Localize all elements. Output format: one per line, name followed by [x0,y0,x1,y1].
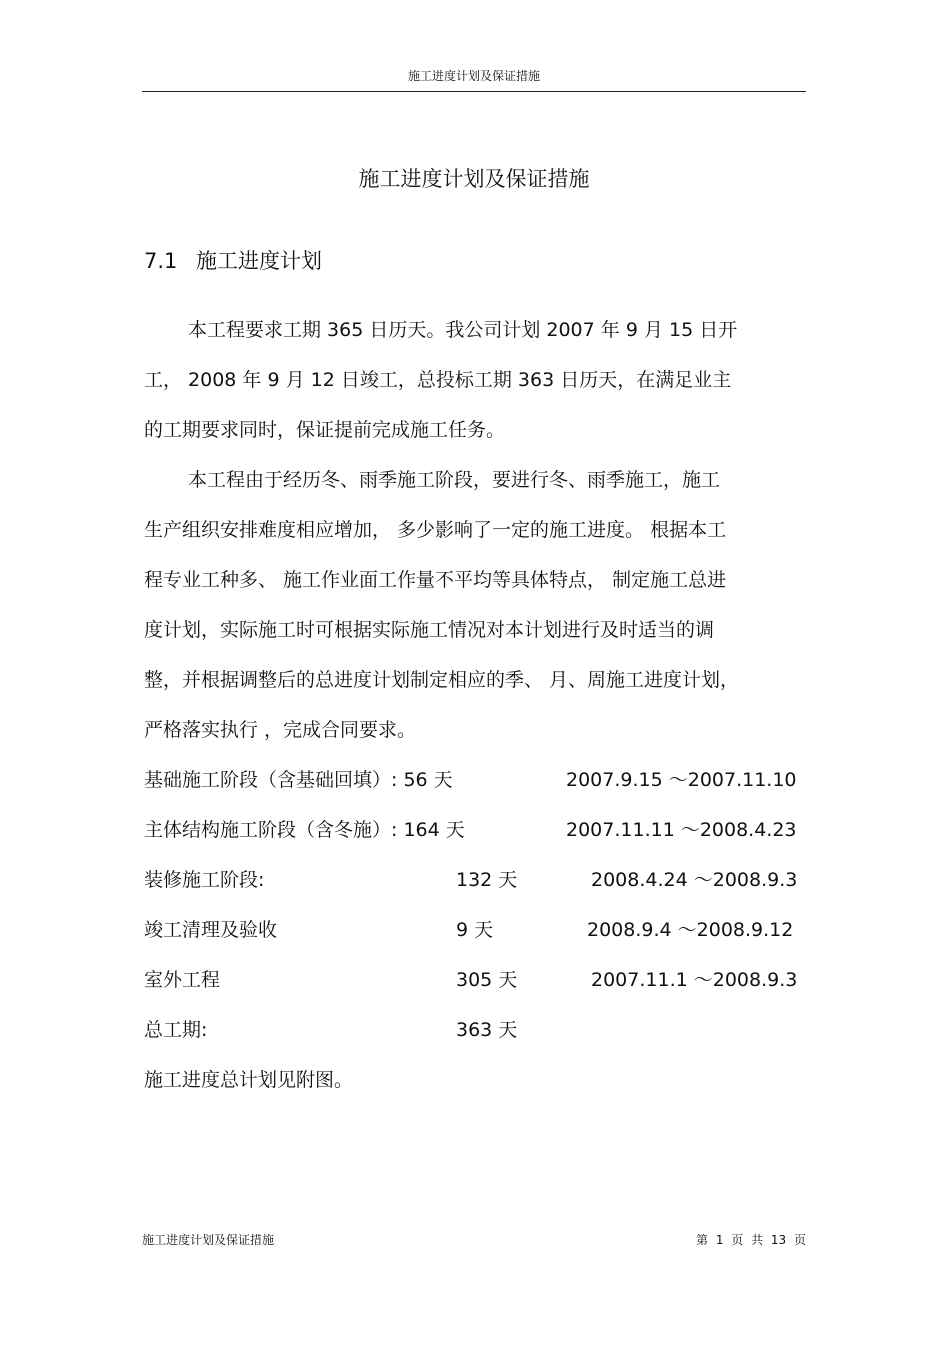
schedule-dates: 2007.11.11 ～2008.4.23 [566,819,797,841]
schedule-stage: 室外工程 [144,969,221,991]
paragraph-line: 生产组织安排难度相应增加， 多少影响了一定的施工进度。 根据本工 [144,519,727,541]
schedule-dates: 2008.4.24 ～2008.9.3 [591,869,798,891]
section-title: 施工进度计划 [196,249,322,273]
section-heading [144,246,322,276]
schedule-row [144,866,806,894]
schedule-days: 305 天 [456,969,518,991]
paragraph-line: 度计划，实际施工时可根据实际施工情况对本计划进行及时适当的调 [144,619,715,641]
schedule-row [144,916,806,944]
schedule-row [144,766,806,794]
paragraph-line: 整，并根据调整后的总进度计划制定相应的季、 月、周施工进度计划， [144,669,740,691]
schedule-days: 9 天 [456,919,494,941]
paragraph-line: 本工程要求工期 365 日历天。我公司计划 2007 年 9 月 15 日开 [188,319,738,341]
document-title: 施工进度计划及保证措施 [358,167,590,191]
schedule-stage: 主体结构施工阶段（含冬施）: 164 天 [144,819,465,841]
page-number: 第 1 页 共 13 页 [696,1233,806,1247]
running-header: 施工进度计划及保证措施 [407,69,540,83]
schedule-days: 363 天 [456,1019,518,1041]
paragraph-line: 严格落实执行 ，完成合同要求。 [144,719,417,741]
schedule-stage: 总工期: [144,1019,208,1041]
schedule-days: 132 天 [456,869,518,891]
header-divider [142,91,806,92]
paragraph-line: 的工期要求同时，保证提前完成施工任务。 [144,419,506,441]
schedule-row [144,816,806,844]
paragraph-line: 程专业工种多、 施工作业面工作量不平均等具体特点， 制定施工总进 [144,569,727,591]
schedule-stage: 竣工清理及验收 [144,919,278,941]
schedule-dates: 2007.11.1 ～2008.9.3 [591,969,798,991]
schedule-stage: 基础施工阶段（含基础回填）: 56 天 [144,769,453,791]
schedule-dates: 2007.9.15 ～2007.11.10 [566,769,797,791]
paragraph-line: 工， 2008 年 9 月 12 日竣工，总投标工期 363 日历天，在满足业主 [144,369,732,391]
closing-note: 施工进度总计划见附图。 [144,1069,354,1091]
schedule-dates: 2008.9.4 ～2008.9.12 [587,919,794,941]
schedule-row-total [144,1016,806,1044]
running-footer-title: 施工进度计划及保证措施 [142,1233,275,1247]
section-number: 7.1 [144,249,178,273]
schedule-stage: 装修施工阶段: [144,869,265,891]
paragraph-line: 本工程由于经历冬、雨季施工阶段，要进行冬、雨季施工，施工 [188,469,721,491]
schedule-row [144,966,806,994]
